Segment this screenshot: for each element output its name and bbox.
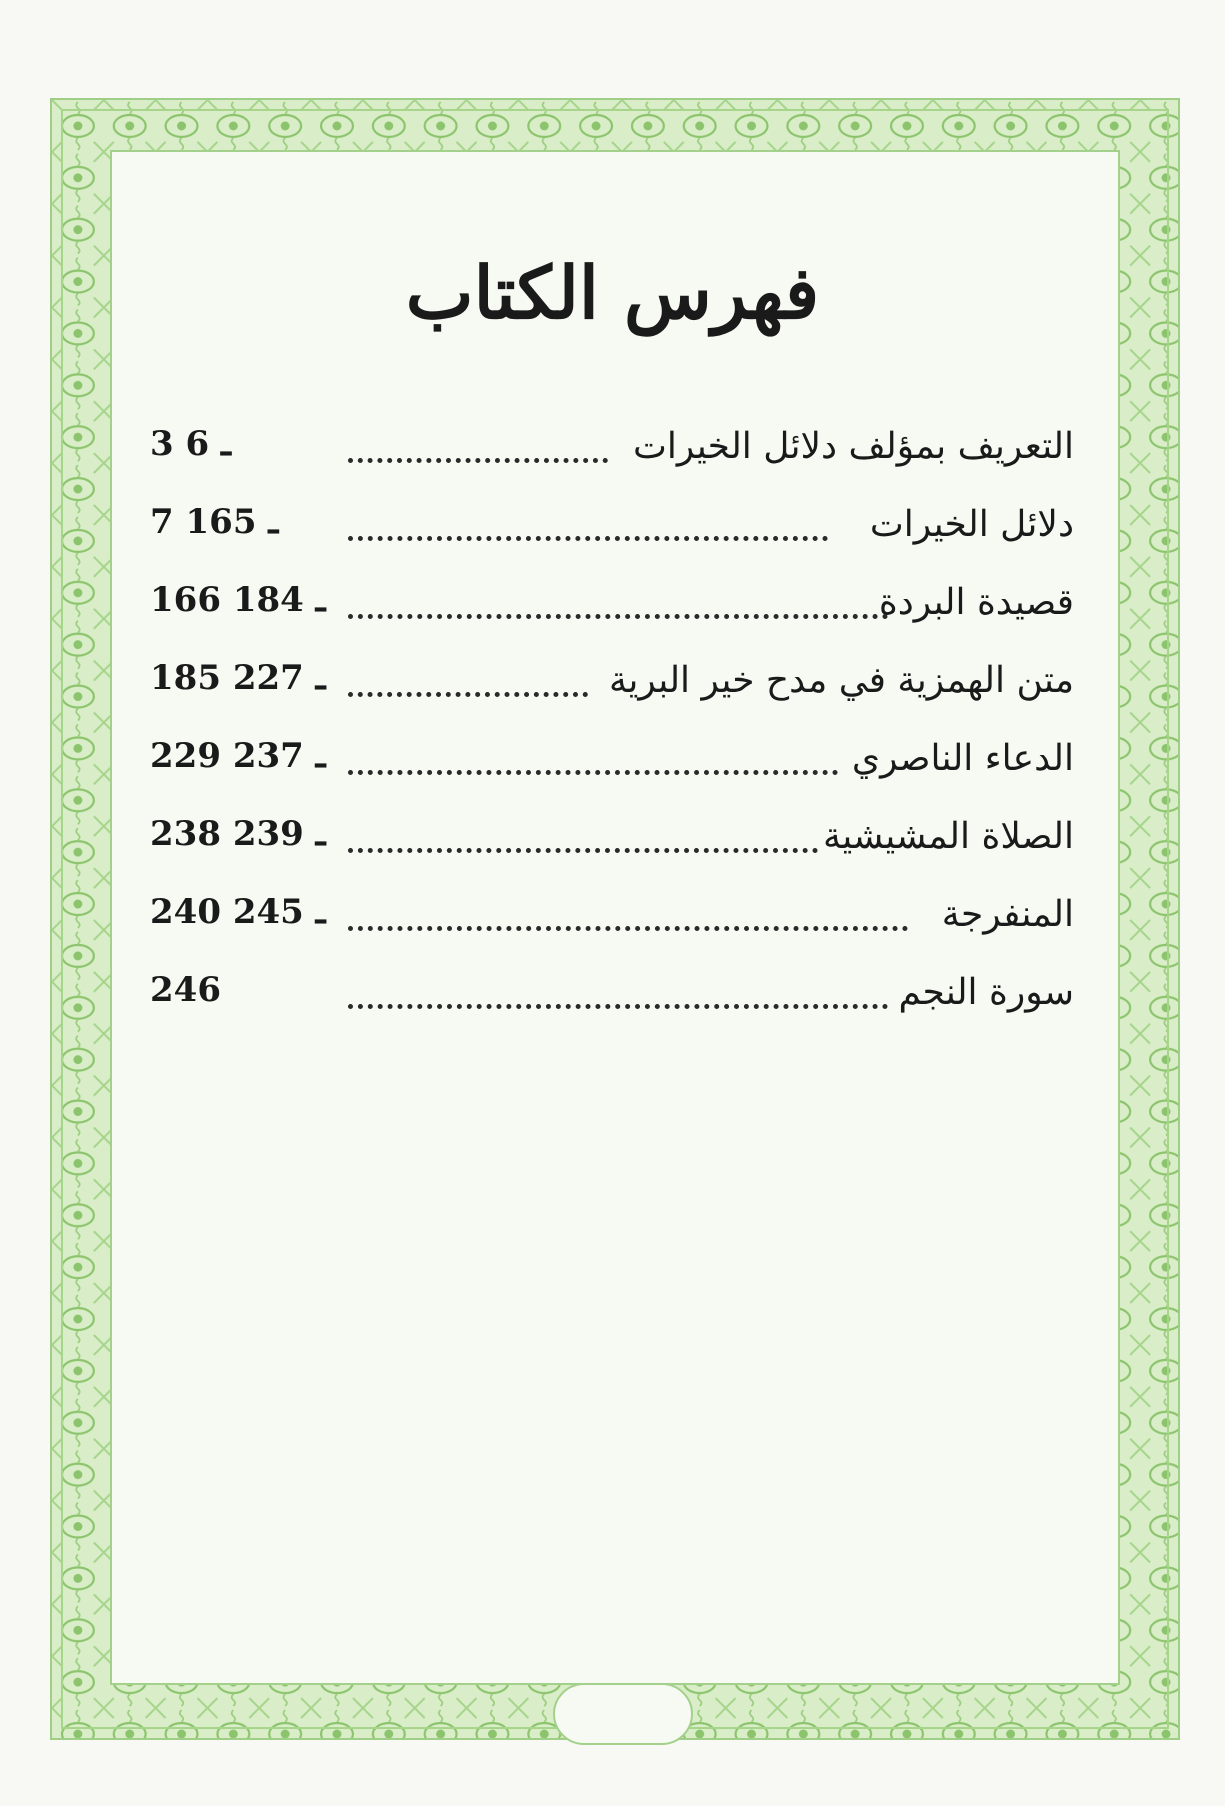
toc-entry-pages: 7 ـ 165 <box>150 502 279 542</box>
table-of-contents <box>150 420 1074 1044</box>
toc-entry <box>150 420 1074 498</box>
toc-entry-title: الدعاء الناصري <box>851 738 1074 779</box>
toc-entry <box>150 498 1074 576</box>
toc-entry-title: الصلاة المشيشية <box>822 816 1074 857</box>
toc-entry-pages: 238 ـ 239 <box>150 814 326 854</box>
toc-entry-pages: 246 <box>150 970 221 1010</box>
toc-entry <box>150 888 1074 966</box>
page-title: فهرس الكتاب <box>405 250 820 335</box>
toc-entry-title: المنفرجة <box>941 894 1074 935</box>
leader-dots <box>348 984 888 1009</box>
leader-dots <box>348 672 588 697</box>
toc-entry-title: دلائل الخيرات <box>869 504 1074 545</box>
toc-entry <box>150 810 1074 888</box>
toc-entry <box>150 654 1074 732</box>
toc-entry-title: سورة النجم <box>898 972 1074 1013</box>
leader-dots <box>348 594 888 619</box>
page-number-tab <box>553 1683 693 1745</box>
toc-entry-pages: 185 ـ 227 <box>150 658 326 698</box>
leader-dots <box>348 516 828 541</box>
toc-entry-pages: 240 ـ 245 <box>150 892 326 932</box>
toc-entry <box>150 732 1074 810</box>
leader-dots <box>348 750 838 775</box>
leader-dots <box>348 828 818 853</box>
toc-entry-title: قصيدة البردة <box>878 582 1074 623</box>
leader-dots <box>348 906 908 931</box>
toc-entry <box>150 966 1074 1044</box>
toc-entry-title: متن الهمزية في مدح خير البرية <box>609 660 1074 701</box>
toc-entry-pages: 229 ـ 237 <box>150 736 326 776</box>
leader-dots <box>348 438 608 463</box>
toc-entry-pages: 166 ـ 184 <box>150 580 326 620</box>
toc-entry <box>150 576 1074 654</box>
toc-entry-pages: 3 ـ 6 <box>150 424 231 464</box>
toc-entry-title: التعريف بمؤلف دلائل الخيرات <box>632 426 1074 467</box>
